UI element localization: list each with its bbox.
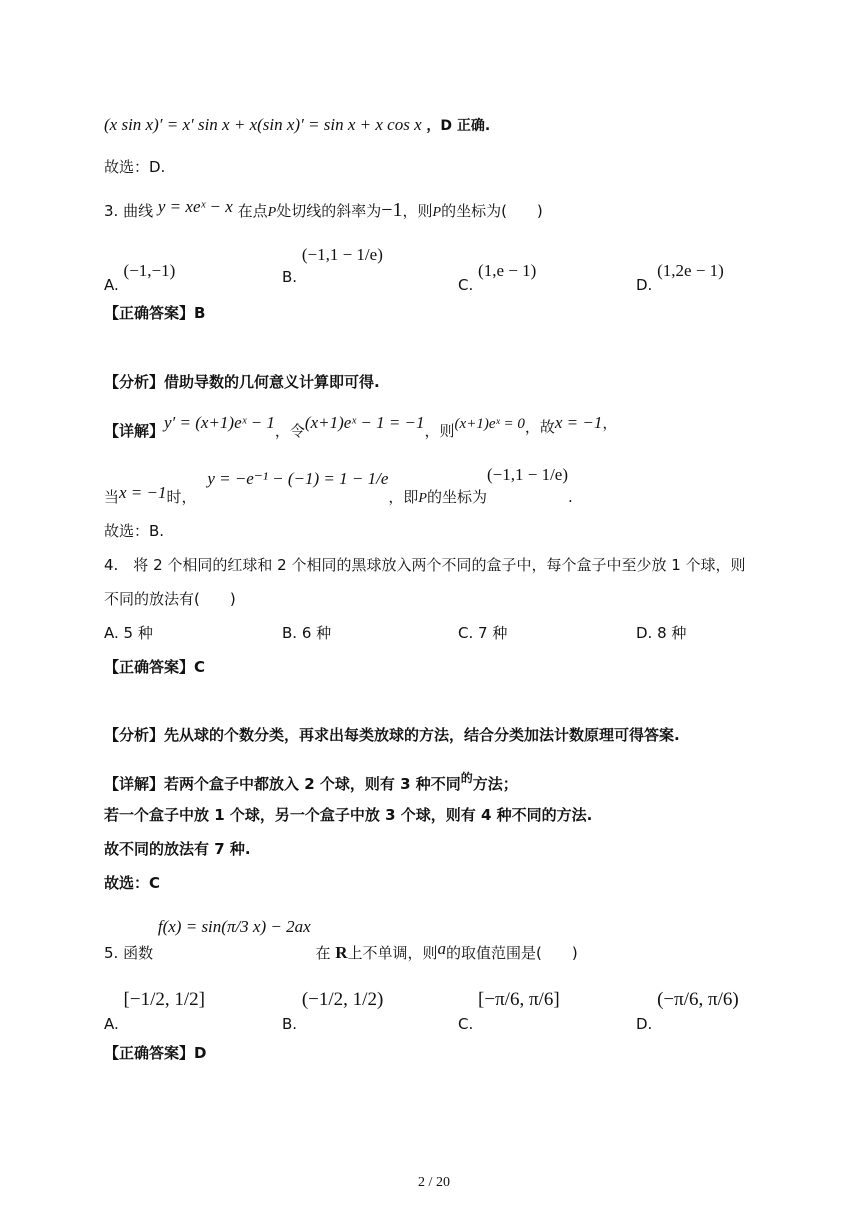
q3-detail-2: ，令 xyxy=(274,422,305,440)
q3-stem-c: 处切线的斜率为 xyxy=(276,202,382,220)
q3-slope: −1 xyxy=(381,199,403,221)
q2-choose: 故选：D. xyxy=(104,158,166,176)
q3-when-e: . xyxy=(568,488,573,506)
q3-option-d xyxy=(636,262,724,293)
q3-stem-d: ，则 xyxy=(402,202,433,220)
q4-option-b xyxy=(282,626,331,641)
q4-option-d-value: 8 种 xyxy=(657,624,687,642)
q5-option-d-value: (−π/6, π/6) xyxy=(657,989,739,1010)
q3-equation-2: (x+1)eˣ = 0 xyxy=(454,416,525,432)
page-total: 20 xyxy=(435,1175,450,1190)
q5-option-c-value: [−π/6, π/6] xyxy=(478,989,560,1010)
q3-derivative: y′ = (x+1)eˣ − 1 xyxy=(164,413,275,432)
q3-detail xyxy=(104,414,617,439)
q3-option-c xyxy=(458,262,536,293)
q3-stem-e: 的坐标为( ) xyxy=(441,202,543,220)
q3-option-a-label: A. xyxy=(104,276,119,294)
page-current: 2 xyxy=(418,1175,426,1190)
page-number xyxy=(0,1176,868,1190)
q4-option-c-label: C. xyxy=(458,624,479,642)
q3-option-d-value: (1,2e − 1) xyxy=(657,261,724,280)
q5-function: f(x) = sin(π/3 x) − 2ax xyxy=(157,917,311,936)
q4-stem-2: 不同的放法有( ) xyxy=(104,590,236,608)
q3-option-c-value: (1,e − 1) xyxy=(478,261,537,280)
q3-option-a-value: (−1,−1) xyxy=(123,261,176,280)
q4-option-d-label: D. xyxy=(636,624,658,642)
q3-detail-8: ， xyxy=(602,414,618,432)
q3-option-b-label: B. xyxy=(282,268,298,286)
q3-option-b-value: (−1,1 − 1/e) xyxy=(301,245,383,264)
q3-option-c-label: C. xyxy=(458,276,474,294)
q4-option-b-label: B. xyxy=(282,624,302,642)
q3-detail-6: ，故 xyxy=(524,418,555,436)
q4-detail-1sup: 的 xyxy=(460,771,473,785)
q4-detail-1 xyxy=(104,772,518,792)
q4-option-a-label: A. xyxy=(104,624,124,642)
q3-point-2: P xyxy=(432,205,442,220)
q3-stem xyxy=(104,198,543,220)
q4-detail-2: 若一个盒子中放 1 个球，另一个盒子中放 3 个球，则有 4 种不同的方法. xyxy=(104,806,593,824)
q5-stem-a: 在 xyxy=(315,944,331,962)
q5-stem-b: 上不单调，则 xyxy=(347,944,438,962)
q4-detail-1a: 【详解】若两个盒子中都放入 2 个球，则有 3 种不同 xyxy=(104,775,461,793)
q4-answer: 【正确答案】C xyxy=(104,658,206,676)
q3-when-d: 的坐标为 xyxy=(426,488,487,506)
q3-stem-a: 曲线 xyxy=(123,202,154,220)
q2-derivative-formula: (x sin x)′ = x′ sin x + x(sin x)′ = sin x + x cos x xyxy=(104,115,422,134)
q3-option-d-label: D. xyxy=(636,276,653,294)
q4-analysis: 【分析】先从球的个数分类，再求出每类放球的方法，结合分类加法计数原理可得答案. xyxy=(104,726,680,744)
q5-option-a xyxy=(104,989,205,1033)
q3-number: 3. xyxy=(104,202,124,220)
q3-when-b: 时， xyxy=(166,488,197,506)
q3-when-a: 当 xyxy=(104,488,120,506)
q3-option-a xyxy=(104,262,175,293)
q4-option-a xyxy=(104,626,153,641)
q4-option-c xyxy=(458,626,507,641)
q2-formula-line xyxy=(104,116,490,133)
q4-stem-1: 4. 将 2 个相同的红球和 2 个相同的黑球放入两个不同的盒子中，每个盒子中至少放 1 个球，则 xyxy=(104,556,746,574)
q5-option-c-label: C. xyxy=(458,1015,474,1033)
q5-option-a-value: [−1/2, 1/2] xyxy=(123,989,205,1010)
q4-option-c-value: 7 种 xyxy=(478,624,508,642)
q3-when-x: x = −1 xyxy=(119,483,167,502)
q5-option-d-label: D. xyxy=(636,1015,653,1033)
page-separator: / xyxy=(425,1175,436,1190)
q5-option-b-label: B. xyxy=(282,1015,298,1033)
q3-answer: 【正确答案】B xyxy=(104,304,206,322)
q5-stem-c: 的取值范围是( ) xyxy=(446,944,578,962)
q5-option-a-label: A. xyxy=(104,1015,119,1033)
q3-coordinate: (−1,1 − 1/e) xyxy=(487,465,569,484)
q3-stem-b: 在点 xyxy=(237,202,268,220)
q4-option-a-value: 5 种 xyxy=(123,624,153,642)
q4-option-d xyxy=(636,626,686,641)
q2-conclusion: ，D 正确. xyxy=(426,118,491,134)
q5-option-b-value: (−1/2, 1/2) xyxy=(301,989,384,1010)
q3-option-b xyxy=(282,238,383,286)
q5-option-d xyxy=(636,989,739,1033)
q4-detail-3: 故不同的放法有 7 种. xyxy=(104,840,251,858)
q5-option-c xyxy=(458,989,560,1033)
q5-R: R xyxy=(335,943,348,962)
q3-when-line xyxy=(104,465,573,506)
q5-a: a xyxy=(437,939,447,958)
q3-when-c: ，即 xyxy=(388,488,419,506)
q3-point: P xyxy=(267,205,277,220)
q5-option-b xyxy=(282,989,384,1033)
q3-choose: 故选：B. xyxy=(104,522,165,540)
q4-choose: 故选：C xyxy=(104,874,161,892)
q3-point-3: P xyxy=(418,491,427,506)
q3-detail-4: ，则 xyxy=(424,422,455,440)
q3-curve: y = xeˣ − x xyxy=(157,197,233,216)
q3-equation-1: (x+1)eˣ − 1 = −1 xyxy=(304,413,425,432)
q4-option-b-value: 6 种 xyxy=(301,624,332,642)
q3-analysis: 【分析】借助导数的几何意义计算即可得. xyxy=(104,373,380,391)
q3-detail-label: 【详解】 xyxy=(104,422,165,440)
q3-x-value: x = −1 xyxy=(554,413,603,432)
q5-number: 5. 函数 xyxy=(104,944,154,962)
q5-answer: 【正确答案】D xyxy=(104,1044,207,1062)
q3-y-value: y = −e⁻¹ − (−1) = 1 − 1/e xyxy=(207,469,389,488)
q4-detail-1b: 方法； xyxy=(472,775,518,793)
q5-stem xyxy=(104,912,578,962)
